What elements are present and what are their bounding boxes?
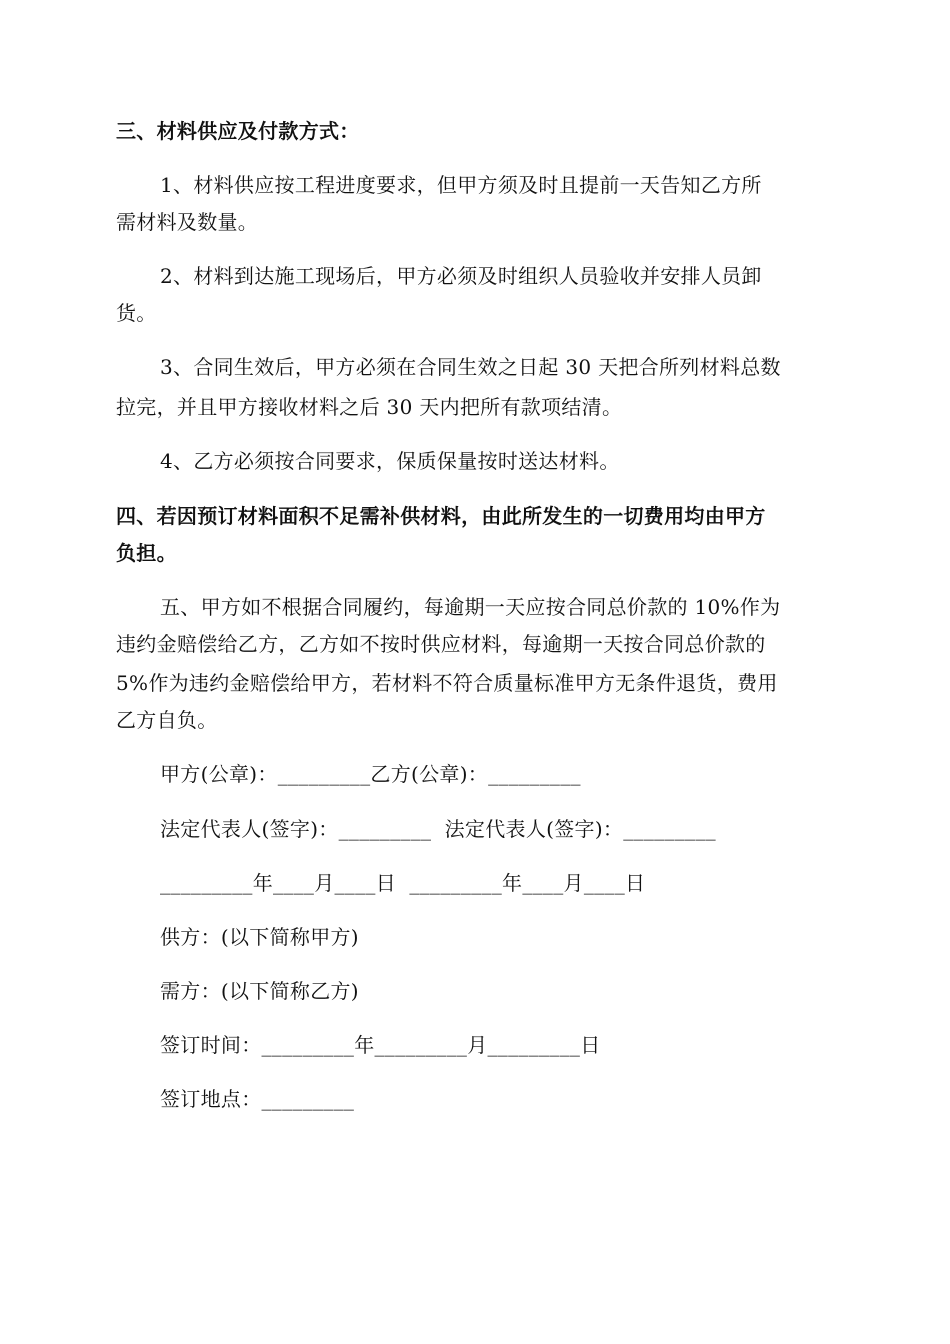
section-3-heading: 三、材料供应及付款方式： — [116, 119, 360, 143]
item-3-line-2: 拉完，并且甲方接收材料之后 30 天内把所有款项结清。 — [116, 395, 623, 419]
buyer-party-line: 需方：(以下简称乙方) — [160, 979, 359, 1003]
section-5-line-4: 乙方自负。 — [116, 708, 218, 732]
item-1-line-1: 1、材料供应按工程进度要求，但甲方须及时且提前一天告知乙方所 — [160, 173, 762, 197]
item-4-line-1: 4、乙方必须按合同要求，保质保量按时送达材料。 — [160, 449, 620, 473]
signing-place-line: 签订地点：_________ — [160, 1087, 355, 1111]
supplier-party-line: 供方：(以下简称甲方) — [160, 925, 359, 949]
item-3-line-1: 3、合同生效后，甲方必须在合同生效之日起 30 天把合所列材料总数 — [160, 355, 781, 379]
item-2-line-2: 货。 — [116, 301, 157, 325]
section-4-line-1: 四、若因预订材料面积不足需补供材料，由此所发生的一切费用均由甲方 — [116, 504, 766, 528]
section-4-line-2: 负担。 — [116, 541, 177, 565]
section-5-line-1: 五、甲方如不根据合同履约，每逾期一天应按合同总价款的 10%作为 — [160, 595, 781, 619]
signing-time-line: 签订时间：_________年_________月_________日 — [160, 1033, 601, 1057]
seal-signature-line: 甲方(公章)：_________乙方(公章)：_________ — [160, 762, 581, 786]
item-2-line-1: 2、材料到达施工现场后，甲方必须及时组织人员验收并安排人员卸 — [160, 264, 762, 288]
signature-date-line: _________年____月____日 _________年____月____日 — [160, 871, 646, 895]
section-5-line-2: 违约金赔偿给乙方，乙方如不按时供应材料，每逾期一天按合同总价款的 — [116, 632, 766, 656]
representative-signature-line: 法定代表人(签字)：_________ 法定代表人(签字)：_________ — [160, 817, 716, 841]
item-1-line-2: 需材料及数量。 — [116, 210, 259, 234]
section-5-line-3: 5%作为违约金赔偿给甲方，若材料不符合质量标准甲方无条件退货，费用 — [116, 671, 778, 695]
